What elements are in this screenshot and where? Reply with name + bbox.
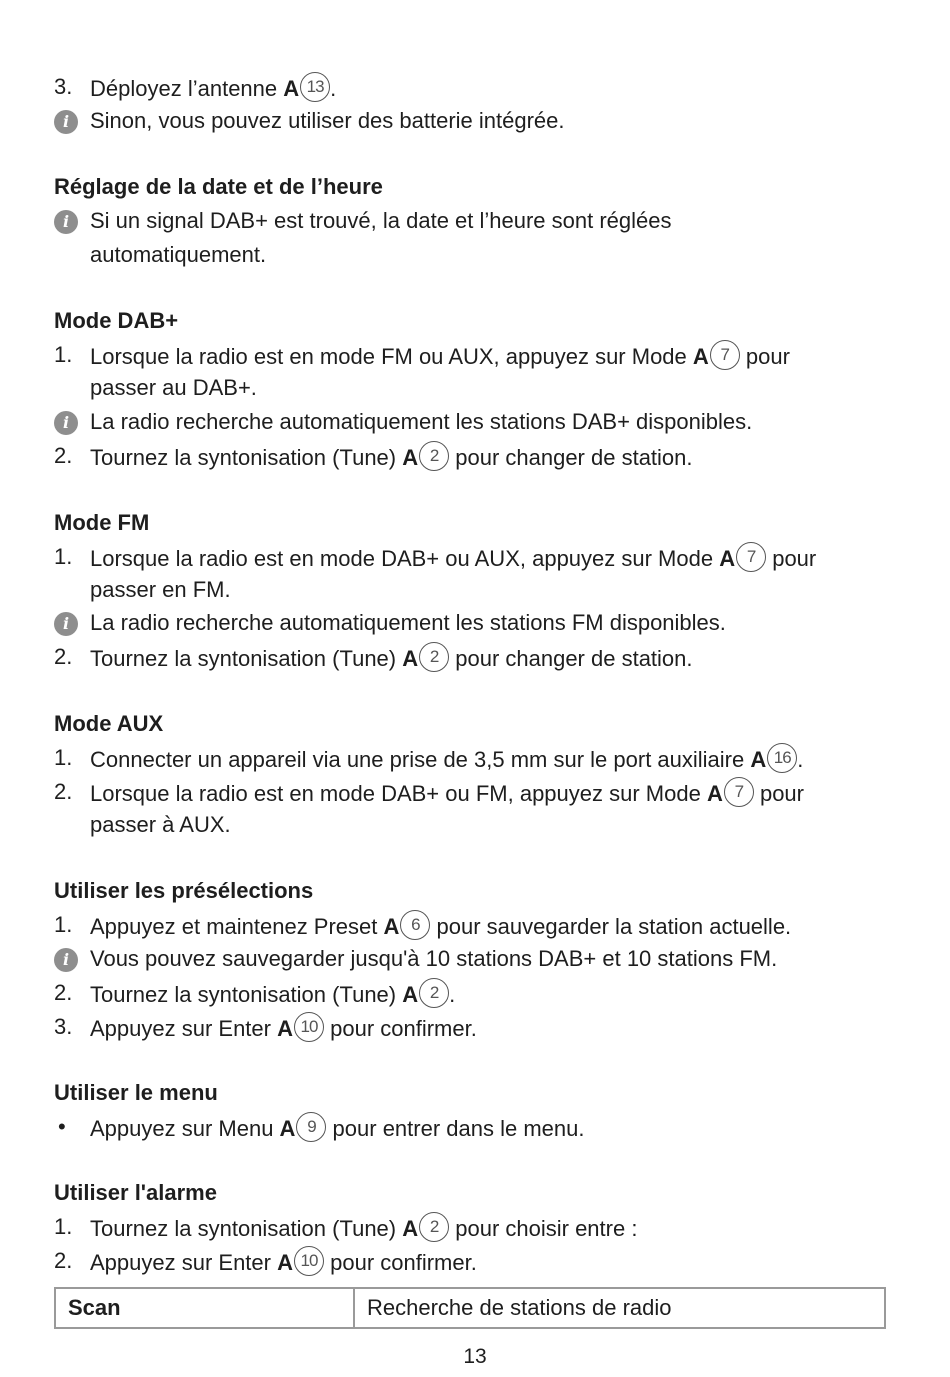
bullet-point: • [58, 1114, 66, 1139]
figure-reference: A [750, 747, 767, 772]
text-run: Appuyez sur Menu [90, 1116, 280, 1141]
section-heading: Utiliser l'alarme [54, 1180, 217, 1205]
text-run: Si un signal DAB+ est trouvé, la date et l’heure sont réglées [90, 208, 672, 233]
line-text [90, 206, 672, 236]
text-run: Tournez la syntonisation (Tune) [90, 445, 403, 470]
step-number: 2. [54, 779, 73, 804]
callout-number: 10 [294, 1246, 324, 1276]
text-run: Lorsque la radio est en mode DAB+ ou AUX, appuyez sur Mode [90, 546, 720, 571]
callout-number: 9 [296, 1112, 326, 1142]
text-run: pour choisir entre : [449, 1216, 638, 1241]
step-number: 1. [54, 912, 73, 937]
line-text [90, 1246, 477, 1278]
figure-reference: A [706, 781, 723, 806]
line-text [90, 340, 790, 372]
text-run: . [449, 982, 456, 1007]
text-run: pour [753, 781, 804, 806]
text-run: passer à AUX. [90, 812, 231, 837]
step-number: 3. [54, 74, 73, 99]
text-run: . [797, 747, 804, 772]
step-number: 2. [54, 443, 73, 468]
line-text [90, 72, 336, 104]
figure-reference: A [277, 1250, 293, 1275]
text-run: Appuyez et maintenez Preset [90, 914, 384, 939]
info-icon: i [54, 210, 78, 234]
line-text [90, 642, 693, 674]
text-run: . [330, 76, 337, 101]
text-run: Lorsque la radio est en mode FM ou AUX, appuyez sur Mode [90, 344, 693, 369]
text-run: passer au DAB+. [90, 375, 257, 400]
callout-number: 7 [736, 542, 766, 572]
step-number: 3. [54, 1014, 73, 1039]
text-run: pour sauvegarder la station actuelle. [430, 914, 792, 939]
callout-number: 7 [724, 777, 754, 807]
text-run: Tournez la syntonisation (Tune) [90, 982, 403, 1007]
line-text [90, 810, 231, 840]
step-number: 2. [54, 644, 73, 669]
text-run: pour confirmer. [324, 1250, 477, 1275]
callout-number: 2 [419, 441, 449, 471]
text-run: Sinon, vous pouvez utiliser des batterie intégrée. [90, 108, 565, 133]
callout-number: 2 [419, 978, 449, 1008]
callout-number: 6 [400, 910, 430, 940]
step-number: 2. [54, 980, 73, 1005]
text-run: Déployez l’antenne [90, 76, 284, 101]
callout-number: 2 [419, 642, 449, 672]
line-text [90, 777, 804, 809]
line-text [90, 978, 455, 1010]
table-cell-value: Recherche de stations de radio [367, 1295, 672, 1320]
figure-reference: A [277, 1016, 293, 1041]
line-text [90, 106, 565, 136]
text-run: pour entrer dans le menu. [326, 1116, 585, 1141]
figure-reference: A [279, 1116, 296, 1141]
line-text [90, 441, 693, 473]
figure-reference: A [402, 445, 419, 470]
line-text [90, 240, 266, 270]
text-run: pour [739, 344, 790, 369]
step-number: 1. [54, 342, 73, 367]
text-run: Appuyez sur Enter [90, 1250, 278, 1275]
line-text [90, 575, 231, 605]
info-icon: i [54, 411, 78, 435]
section-heading: Réglage de la date et de l’heure [54, 174, 383, 199]
step-number: 2. [54, 1248, 73, 1273]
figure-reference: A [719, 546, 736, 571]
callout-number: 2 [419, 1212, 449, 1242]
text-run: La radio recherche automatiquement les stations FM disponibles. [90, 610, 726, 635]
figure-reference: A [402, 982, 419, 1007]
line-text [90, 944, 777, 974]
section-heading: Mode FM [54, 510, 150, 535]
line-text [90, 1012, 477, 1044]
table-cell-label: Scan [56, 1289, 355, 1327]
info-icon: i [54, 110, 78, 134]
text-run: passer en FM. [90, 577, 231, 602]
callout-number: 7 [710, 340, 740, 370]
text-run: Lorsque la radio est en mode DAB+ ou FM, appuyez sur Mode [90, 781, 707, 806]
figure-reference: A [402, 1216, 419, 1241]
section-heading: Utiliser les présélections [54, 878, 314, 903]
text-run: pour confirmer. [324, 1016, 477, 1041]
info-icon: i [54, 612, 78, 636]
info-icon: i [54, 948, 78, 972]
line-text [90, 743, 803, 775]
figure-reference: A [692, 344, 709, 369]
text-run: Tournez la syntonisation (Tune) [90, 646, 403, 671]
section-heading: Mode DAB+ [54, 308, 179, 333]
figure-reference: A [383, 914, 400, 939]
figure-reference: A [283, 76, 300, 101]
text-run: La radio recherche automatiquement les stations DAB+ disponibles. [90, 409, 753, 434]
text-run: Appuyez sur Enter [90, 1016, 278, 1041]
text-run: Connecter un appareil via une prise de 3,5 mm sur le port auxiliaire [90, 747, 751, 772]
section-heading: Mode AUX [54, 711, 164, 736]
step-number: 1. [54, 745, 73, 770]
callout-number: 10 [294, 1012, 324, 1042]
line-text [90, 407, 752, 437]
text-run: Vous pouvez sauvegarder jusqu'à 10 stations DAB+ et 10 stations FM. [90, 946, 778, 971]
line-text [90, 608, 726, 638]
line-text [90, 542, 816, 574]
text-run: pour changer de station. [449, 445, 693, 470]
figure-reference: A [402, 646, 419, 671]
line-text [90, 1112, 584, 1144]
callout-number: 13 [300, 72, 330, 102]
step-number: 1. [54, 544, 73, 569]
line-text [90, 1212, 637, 1244]
text-run: Tournez la syntonisation (Tune) [90, 1216, 403, 1241]
page-number: 13 [463, 1345, 487, 1368]
section-heading: Utiliser le menu [54, 1080, 218, 1105]
callout-number: 16 [767, 743, 797, 773]
text-run: pour changer de station. [449, 646, 693, 671]
step-number: 1. [54, 1214, 73, 1239]
line-text [90, 373, 257, 403]
text-run: automatiquement. [90, 242, 267, 267]
line-text [90, 910, 791, 942]
settings-table [54, 1287, 886, 1329]
text-run: pour [766, 546, 817, 571]
